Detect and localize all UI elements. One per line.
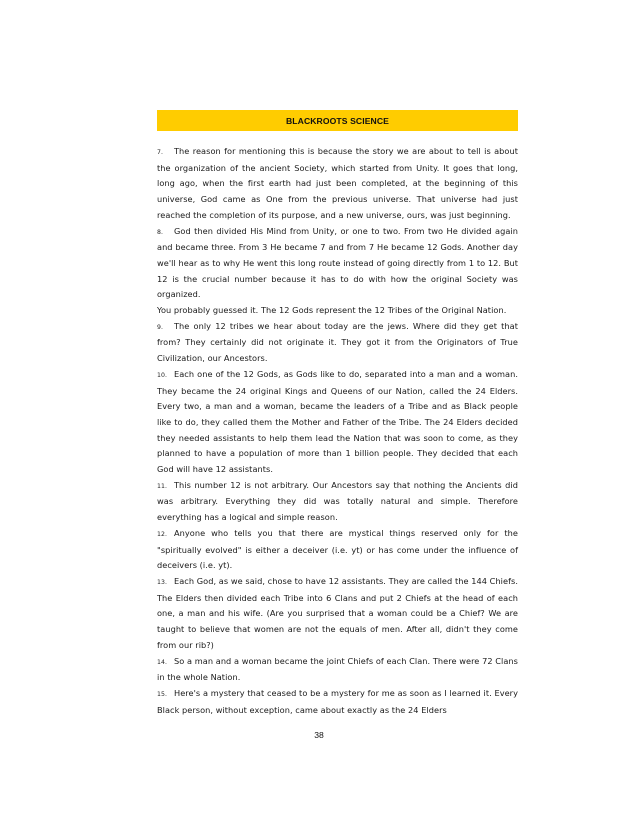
paragraph-text: Here's a mystery that ceased to be a mystery for me as soon as I learned it. Every Black person, without exception, came about exactly as the 24 Elders <box>157 687 518 715</box>
paragraph-text: You probably guessed it. The 12 Gods represent the 12 Tribes of the Original Nation. <box>157 305 507 316</box>
paragraph-13 <box>157 574 518 654</box>
paragraph-number: 13. <box>157 578 167 586</box>
paragraph-12 <box>157 526 518 574</box>
paragraph-number: 14. <box>157 658 167 666</box>
body-text <box>157 144 518 718</box>
paragraph-number: 11. <box>157 482 167 490</box>
paragraph-text: Anyone who tells you that there are mystical things reserved only for the "spiritually evolved" is either a deceiver (i.e. yt) or has come under the influence of deceivers (i.e. yt). <box>157 527 518 571</box>
paragraph-15 <box>157 686 518 718</box>
paragraph-8 <box>157 224 518 304</box>
paragraph-text: So a man and a woman became the joint Chiefs of each Clan. There were 72 Clans in the whole Nation. <box>157 655 518 683</box>
paragraph-number: 10. <box>157 371 167 379</box>
paragraph-number: 15. <box>157 690 167 698</box>
paragraph-14 <box>157 654 518 686</box>
paragraph-number: 9. <box>157 323 164 331</box>
paragraph-text: This number 12 is not arbitrary. Our Ancestors say that nothing the Ancients did was arbitrary. Everything they did was totally natural and simple. Therefore everything has a logical and simple reason. <box>157 479 518 523</box>
paragraph-number: 8. <box>157 228 164 236</box>
paragraph-text: Each one of the 12 Gods, as Gods like to do, separated into a man and a woman. They became the 24 original Kings and Queens of our Nation, called the 24 Elders. Every two, a man and a woman, became the leaders of a Tribe and as Black people like to do, they called them the Mother and Father of the Tribe. The 24 Elders decided they needed assistants to help them lead the Nation that was soon to come, as they planned to have a population of more than 1 billion people. They decided that each God will have 12 assistants. <box>157 368 518 475</box>
page-number: 38 <box>314 730 324 740</box>
paragraph-number: 12. <box>157 530 167 538</box>
paragraph-text: The reason for mentioning this is because the story we are about to tell is about the organization of the ancient Society, which started from Unity. It goes that long, long ago, when the first earth had just been completed, at the beginning of this universe, God came as One from the previous universe. That universe had just reached the completion of its purpose, and a new universe, ours, was just beginning. <box>157 146 518 220</box>
paragraph-text: The only 12 tribes we hear about today are the jews. Where did they get that from? They certainly did not originate it. They got it from the Originators of True Civilization, our Ancestors. <box>157 320 518 364</box>
paragraph-7 <box>157 144 518 224</box>
paragraph-9 <box>157 319 518 367</box>
paragraph-11 <box>157 478 518 526</box>
paragraph-number: 7. <box>157 149 164 156</box>
paragraph-8-continued <box>157 303 518 319</box>
paragraph-text: Each God, as we said, chose to have 12 assistants. They are called the 144 Chiefs. The Elders then divided each Tribe into 6 Clans and put 2 Chiefs at the head of each one, a man and his wife. (Are you surprised that a woman could be a Chief? We are taught to believe that women are not the equals of men. After all, didn't they come from our rib?) <box>157 575 518 650</box>
paragraph-text: God then divided His Mind from Unity, or one to two. From two He divided again and became three. From 3 He became 7 and from 7 He became 12 Gods. Another day we'll hear as to why He went this long route instead of going directly from 1 to 12. But 12 is the crucial number because it has to do with how the original Society was organized. <box>157 225 518 300</box>
page-title: BLACKROOTS SCIENCE <box>285 115 390 126</box>
paragraph-10 <box>157 367 518 478</box>
header-bar <box>157 110 518 131</box>
